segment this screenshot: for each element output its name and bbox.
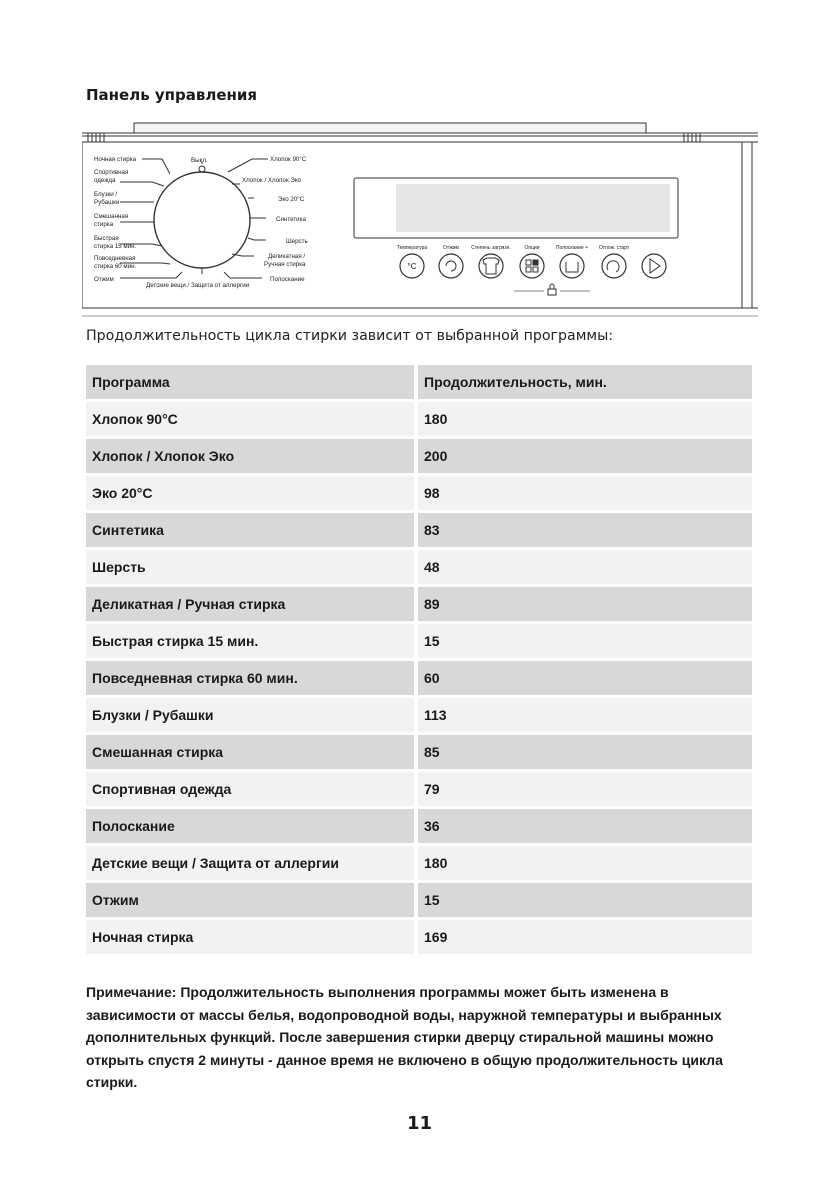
duration-cell: 36 bbox=[418, 809, 752, 843]
table-row bbox=[86, 439, 752, 473]
dial-label-blouses-2: Рубашки bbox=[94, 199, 120, 206]
duration-cell: 180 bbox=[418, 402, 752, 436]
dial-label-delicate-2: Ручная стирка bbox=[264, 261, 306, 268]
table-row bbox=[86, 513, 752, 547]
header-program: Программа bbox=[86, 365, 418, 399]
duration-cell: 48 bbox=[418, 550, 752, 584]
program-cell: Синтетика bbox=[86, 513, 418, 547]
duration-cell: 98 bbox=[418, 476, 752, 510]
duration-cell: 60 bbox=[418, 661, 752, 695]
program-cell: Быстрая стирка 15 мин. bbox=[86, 624, 418, 658]
table-row bbox=[86, 920, 752, 954]
table-row bbox=[86, 624, 752, 658]
note-text: Примечание: Продолжительность выполнения программы может быть изменена в зависимости от массы белья, водопроводной воды, наружной температуры и выбранных дополнительных функций. После завершения стирки дверцу стиральной машины можно открыть спустя 2 минуты - данное время не включено в общую продолжительность цикла стирки. bbox=[86, 984, 723, 1090]
program-cell: Эко 20°C bbox=[86, 476, 418, 510]
dial-label-blouses: Блузки / bbox=[94, 191, 118, 198]
duration-cell: 85 bbox=[418, 735, 752, 769]
intro-text: Продолжительность цикла стирки зависит от выбранной программы: bbox=[86, 328, 614, 344]
dial-label-cotton90: Хлопок 90°C bbox=[270, 156, 307, 163]
dial-label-kids: Детские вещи / Защита от аллергии bbox=[146, 282, 250, 289]
duration-cell: 15 bbox=[418, 883, 752, 917]
program-duration-table bbox=[86, 362, 752, 957]
button-label-spin: Отжим bbox=[443, 245, 459, 251]
program-cell: Деликатная / Ручная стирка bbox=[86, 587, 418, 621]
table-row bbox=[86, 550, 752, 584]
table-row bbox=[86, 809, 752, 843]
table-row bbox=[86, 698, 752, 732]
section-title: Панель управления bbox=[86, 86, 258, 104]
dial-label-delicate: Деликатная / bbox=[268, 253, 306, 260]
header-duration: Продолжительность, мин. bbox=[418, 365, 752, 399]
table-row bbox=[86, 883, 752, 917]
table-row bbox=[86, 735, 752, 769]
table-row bbox=[86, 476, 752, 510]
program-cell: Хлопок 90°C bbox=[86, 402, 418, 436]
duration-cell: 89 bbox=[418, 587, 752, 621]
button-label-options: Опции bbox=[524, 245, 540, 251]
program-cell: Шерсть bbox=[86, 550, 418, 584]
button-label-soil: Степень загрязн. bbox=[471, 245, 511, 251]
dial-label-rinse: Полоскание bbox=[270, 276, 305, 283]
program-cell: Ночная стирка bbox=[86, 920, 418, 954]
duration-cell: 83 bbox=[418, 513, 752, 547]
duration-cell: 169 bbox=[418, 920, 752, 954]
dial-label-eco20: Эко 20°C bbox=[278, 196, 305, 203]
table-row bbox=[86, 587, 752, 621]
celsius-icon: °C bbox=[407, 262, 417, 271]
dial-label-wool: Шерсть bbox=[286, 238, 308, 245]
page-number: 11 bbox=[406, 1113, 433, 1134]
table-row bbox=[86, 661, 752, 695]
dial-label-quick: Быстрая bbox=[94, 235, 119, 242]
program-cell: Повседневная стирка 60 мин. bbox=[86, 661, 418, 695]
button-label-rinse-plus: Полоскание + bbox=[555, 245, 589, 251]
program-cell: Полоскание bbox=[86, 809, 418, 843]
program-cell: Спортивная одежда bbox=[86, 772, 418, 806]
button-label-delay-start: Отлож. старт bbox=[598, 245, 630, 251]
table-row bbox=[86, 846, 752, 880]
dial-label-daily-2: стирка 60 мин. bbox=[94, 263, 137, 270]
dial-label-cotton-eco: Хлопок / Хлопок Эко bbox=[242, 177, 302, 184]
program-cell: Детские вещи / Защита от аллергии bbox=[86, 846, 418, 880]
table-row bbox=[86, 772, 752, 806]
dial-label-daily: Повседневная bbox=[94, 255, 136, 262]
dial-label-sportswear: Спортивная bbox=[94, 169, 129, 176]
duration-cell: 113 bbox=[418, 698, 752, 732]
dial-label-sportswear-2: одежда bbox=[94, 177, 116, 184]
dial-label-mixed: Смешанная bbox=[94, 213, 129, 220]
dial-label-night-wash: Ночная стирка bbox=[94, 156, 137, 163]
program-cell: Смешанная стирка bbox=[86, 735, 418, 769]
dial-label-synthetics: Синтетика bbox=[276, 216, 306, 223]
duration-cell: 15 bbox=[418, 624, 752, 658]
duration-cell: 180 bbox=[418, 846, 752, 880]
dial-label-off: Выкл. bbox=[191, 157, 208, 164]
button-label-temperature: Температура bbox=[396, 245, 428, 251]
control-panel-diagram bbox=[82, 122, 758, 318]
dial-label-spin: Отжим bbox=[94, 276, 114, 283]
duration-cell: 200 bbox=[418, 439, 752, 473]
program-cell: Блузки / Рубашки bbox=[86, 698, 418, 732]
dial-label-quick-2: стирка 15 мин. bbox=[94, 243, 137, 250]
duration-cell: 79 bbox=[418, 772, 752, 806]
program-cell: Отжим bbox=[86, 883, 418, 917]
dial-label-mixed-2: стирка bbox=[94, 221, 114, 228]
table-header-row bbox=[86, 365, 752, 399]
program-cell: Хлопок / Хлопок Эко bbox=[86, 439, 418, 473]
table-row bbox=[86, 402, 752, 436]
